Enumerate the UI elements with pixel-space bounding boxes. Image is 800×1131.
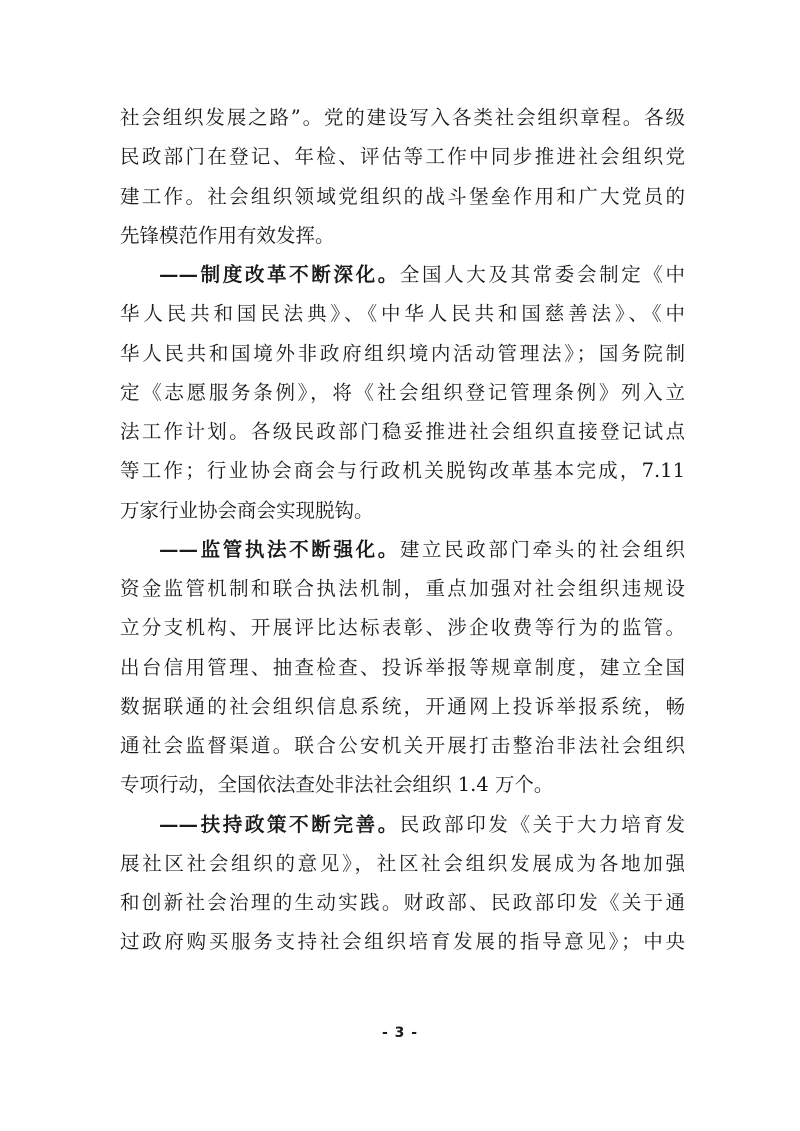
text-line: 先锋模范作用有效发挥。 [120, 223, 335, 247]
text-line-first [120, 255, 685, 294]
text-line: 等工作；行业协会商会与行政机关脱钩改革基本完成，7.11 [120, 459, 685, 483]
paragraph-institutional-reform [120, 255, 685, 530]
text-line: 通社会监督渠道。联合公安机关开展打击整治非法社会组织 [120, 734, 685, 757]
text-fragment: 建立民政部门牵头的社会组织 [399, 537, 685, 561]
paragraph-party-building [120, 98, 685, 255]
text-fragment: 全国人大及其常委会制定《中 [399, 263, 685, 286]
section-heading-institutional-reform: ——制度改革不断深化。 [159, 263, 400, 286]
text-line: 民政部门在登记、年检、评估等工作中同步推进社会组织党 [120, 145, 685, 169]
paragraph-support-policy [120, 805, 685, 962]
text-line: 专项行动，全国依法查处非法社会组织 1.4 万个。 [120, 773, 554, 797]
page-number: - 3 - [381, 1025, 419, 1041]
text-line: 资金监管机制和联合执法机制，重点加强对社会组织违规设 [120, 577, 685, 600]
text-line: 数据联通的社会组织信息系统，开通网上投诉举报系统，畅 [120, 694, 685, 718]
text-line: 立分支机构、开展评比达标表彰、涉企收费等行为的监管。 [120, 616, 685, 640]
section-heading-supervision-enforcement: ——监管执法不断强化。 [159, 537, 400, 561]
text-fragment: 民政部印发《关于大力培育发 [399, 812, 685, 836]
body-text [120, 98, 685, 962]
text-line-first [120, 530, 685, 569]
text-line: 社会组织发展之路”。党的建设写入各类社会组织章程。各级 [120, 106, 685, 129]
text-line: 展社区社会组织的意见》，社区社会组织发展成为各地加强 [120, 851, 685, 875]
text-line: 出台信用管理、抽查检查、投诉举报等规章制度，建立全国 [120, 655, 685, 679]
text-line: 万家行业协会商会实现脱钩。 [120, 498, 374, 522]
text-line: 和创新社会治理的生动实践。财政部、民政部印发《关于通 [120, 891, 685, 914]
text-line: 华人民共和国境外非政府组织境内活动管理法》；国务院制 [120, 341, 685, 365]
text-line: 过政府购买服务支持社会组织培育发展的指导意见》；中央 [120, 930, 685, 954]
text-line: 定《志愿服务条例》，将《社会组织登记管理条例》列入立 [120, 380, 685, 404]
text-line: 法工作计划。各级民政部门稳妥推进社会组织直接登记试点 [120, 420, 685, 443]
section-heading-support-policy: ——扶持政策不断完善。 [159, 812, 400, 836]
text-line: 建工作。社会组织领域党组织的战斗堡垒作用和广大党员的 [120, 184, 685, 208]
text-line: 华人民共和国民法典》、《中华人民共和国慈善法》、《中 [120, 302, 685, 326]
paragraph-supervision-enforcement [120, 530, 685, 805]
text-line-first [120, 805, 685, 844]
